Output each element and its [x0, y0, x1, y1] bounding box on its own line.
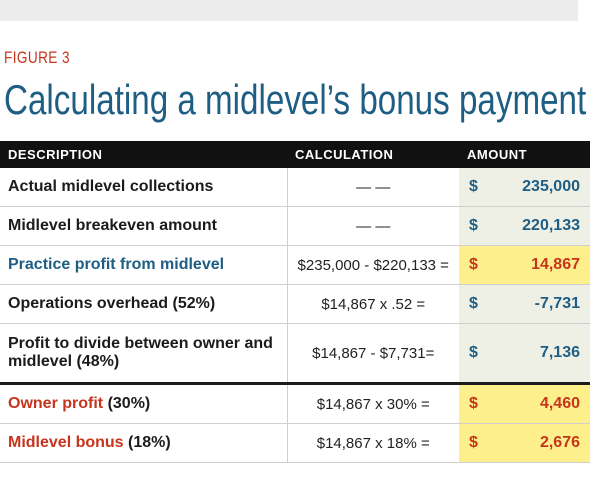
- row-description: Operations overhead (52%): [0, 285, 287, 324]
- row-amount: [459, 424, 590, 463]
- row-description: Actual midlevel collections: [0, 168, 287, 207]
- figure-label: FIGURE 3: [4, 48, 70, 67]
- header-amount: AMOUNT: [459, 141, 590, 168]
- header-calculation: CALCULATION: [287, 141, 459, 168]
- row-calculation: $14,867 x 30% =: [287, 384, 459, 424]
- row-description-pct: (30%): [107, 395, 151, 412]
- amount-value: 4,460: [539, 395, 580, 412]
- amount-value: 235,000: [522, 178, 580, 195]
- row-description-line2: midlevel (48%): [8, 353, 120, 370]
- table-row: [0, 168, 590, 207]
- table-row: [0, 324, 590, 384]
- currency-symbol: $: [469, 344, 478, 361]
- amount-value: -7,731: [534, 295, 580, 312]
- header-description: DESCRIPTION: [0, 141, 287, 168]
- row-description: [0, 424, 287, 463]
- table-row: [0, 424, 590, 463]
- currency-symbol: $: [469, 434, 478, 451]
- row-description: [0, 384, 287, 424]
- row-description: Midlevel breakeven amount: [0, 207, 287, 246]
- row-calculation: — —: [287, 168, 459, 207]
- amount-value: 14,867: [531, 256, 580, 273]
- table-header-row: [0, 141, 590, 168]
- row-amount: [459, 285, 590, 324]
- page-title: Calculating a midlevel’s bonus payment: [4, 76, 587, 123]
- currency-symbol: $: [469, 256, 478, 273]
- row-description-pct: (18%): [128, 434, 171, 451]
- currency-symbol: $: [469, 395, 478, 412]
- row-calculation: $14,867 x 18% =: [287, 424, 459, 463]
- amount-value: 2,676: [539, 434, 580, 451]
- row-description-line1: Profit to divide between owner and: [8, 335, 273, 352]
- amount-value: 7,136: [539, 344, 580, 361]
- currency-symbol: $: [469, 295, 478, 312]
- table-row: [0, 384, 590, 424]
- table-row: [0, 246, 590, 285]
- table-row: [0, 285, 590, 324]
- row-calculation: $235,000 - $220,133 =: [287, 246, 459, 285]
- row-amount: [459, 384, 590, 424]
- top-bar: [0, 0, 578, 21]
- row-calculation: — —: [287, 207, 459, 246]
- row-amount: [459, 246, 590, 285]
- row-description: [0, 324, 287, 384]
- bonus-table: [0, 141, 590, 463]
- row-calculation: $14,867 - $7,731=: [287, 324, 459, 384]
- currency-symbol: $: [469, 217, 478, 234]
- row-description-main: Owner profit: [8, 395, 104, 412]
- currency-symbol: $: [469, 178, 478, 195]
- row-calculation: $14,867 x .52 =: [287, 285, 459, 324]
- row-amount: [459, 168, 590, 207]
- row-amount: [459, 324, 590, 384]
- table-row: [0, 207, 590, 246]
- row-description-main: Midlevel bonus: [8, 434, 124, 451]
- row-description: Practice profit from midlevel: [0, 246, 287, 285]
- amount-value: 220,133: [522, 217, 580, 234]
- row-amount: [459, 207, 590, 246]
